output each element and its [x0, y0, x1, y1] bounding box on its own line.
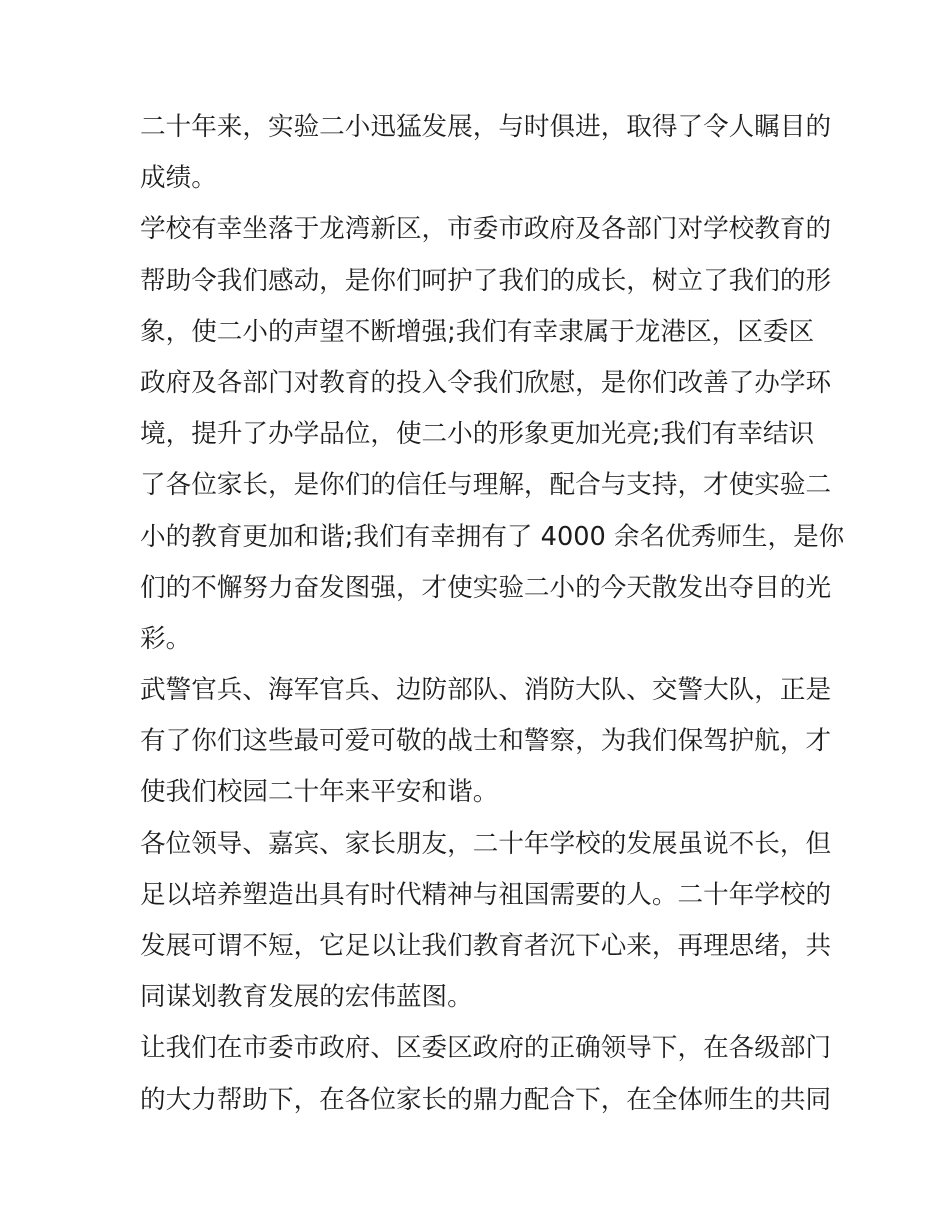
text-line: 象，使二小的声望不断增强;我们有幸隶属于龙港区，区委区	[140, 316, 815, 347]
text-line: 学校有幸坐落于龙湾新区，市委市政府及各部门对学校教育的	[140, 214, 832, 245]
text-line: 小的教育更加和谐;我们有幸拥有了 4000 余名优秀师生，是你	[140, 521, 845, 552]
text-line: 二十年来，实验二小迅猛发展，与时俱进，取得了令人瞩目的	[140, 112, 832, 142]
text-line: 足以培养塑造出具有时代精神与祖国需要的人。二十年学校的	[140, 879, 832, 910]
text-line: 同谋划教育发展的宏伟蓝图。	[140, 982, 473, 1013]
text-line: 成绩。	[140, 163, 217, 194]
text-line: 各位领导、嘉宾、家长朋友，二十年学校的发展虽说不长，但	[140, 828, 832, 859]
text-line: 彩。	[140, 623, 192, 654]
text-line: 让我们在市委市政府、区委区政府的正确领导下，在各级部门	[140, 1033, 832, 1064]
text-line: 了各位家长，是你们的信任与理解，配合与支持，才使实验二	[140, 470, 832, 501]
text-line: 帮助令我们感动，是你们呵护了我们的成长，树立了我们的形	[140, 265, 832, 296]
text-line: 们的不懈努力奋发图强，才使实验二小的今天散发出夺目的光	[140, 572, 832, 603]
document-body	[140, 102, 845, 1126]
text-line: 的大力帮助下，在各位家长的鼎力配合下，在全体师生的共同	[140, 1084, 832, 1115]
text-line: 政府及各部门对教育的投入令我们欣慰，是你们改善了办学环	[140, 367, 832, 398]
text-line: 有了你们这些最可爱可敬的战士和警察，为我们保驾护航，才	[140, 726, 832, 757]
text-line: 武警官兵、海军官兵、边防部队、消防大队、交警大队，正是	[140, 675, 832, 706]
text-line: 发展可谓不短，它足以让我们教育者沉下心来，再理思绪，共	[140, 931, 832, 961]
text-line: 境，提升了办学品位，使二小的形象更加光亮;我们有幸结识	[140, 419, 815, 450]
text-line: 使我们校园二十年来平安和谐。	[140, 777, 499, 808]
